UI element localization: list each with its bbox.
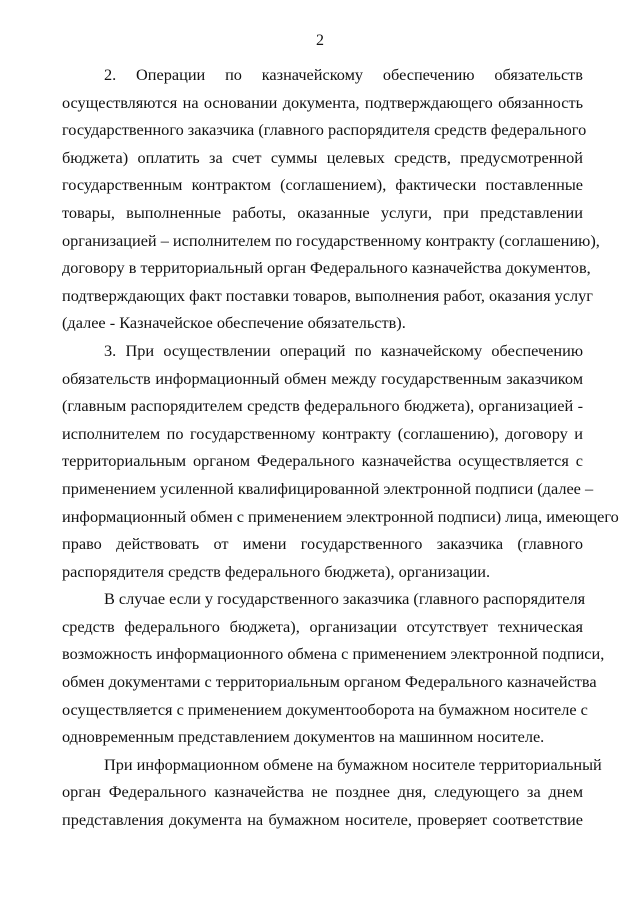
text-line: обязательств информационный обмен между государственным заказчиком: [62, 368, 583, 388]
text-line: исполнителем по государственному контракту (соглашению), договору и: [62, 423, 583, 443]
text-line: (далее - Казначейское обеспечение обязательств).: [62, 313, 406, 333]
text-line: В случае если у государственного заказчика (главного распорядителя: [104, 589, 586, 609]
text-line: договору в территориальный орган Федерального казначейства документов,: [62, 258, 591, 278]
text-line: товары, выполненные работы, оказанные услуги, при представлении: [62, 202, 583, 222]
page-number: 2: [316, 32, 324, 49]
text-line: представления документа на бумажном носителе, проверяет соответствие: [62, 810, 583, 830]
text-line: распорядителя средств федерального бюджета), организации.: [62, 561, 491, 581]
text-line: применением усиленной квалифицированной электронной подписи (далее –: [62, 478, 594, 498]
text-line: осуществляется с применением документооборота на бумажном носителе с: [62, 699, 588, 719]
text-line: организацией – исполнителем по государственному контракту (соглашению),: [62, 230, 600, 250]
text-line: средств федерального бюджета), организации отсутствует техническая: [62, 616, 583, 636]
paragraph: [62, 61, 600, 337]
text-line: 2. Операции по казначейскому обеспечению обязательств: [104, 65, 583, 84]
text-line: осуществляются на основании документа, подтверждающего обязанность: [62, 92, 583, 112]
text-line: (главным распорядителем средств федерального бюджета), организацией -: [62, 396, 583, 416]
paragraph: [62, 585, 605, 751]
document-body: [62, 61, 619, 834]
paragraph: [62, 337, 619, 585]
text-line: возможность информационного обмена с применением электронной подписи,: [62, 644, 605, 664]
text-line: территориальным органом Федерального казначейства осуществляется с: [62, 451, 583, 471]
paragraph: [62, 751, 602, 834]
text-line: орган Федерального казначейства не позднее дня, следующего за днем: [62, 782, 583, 802]
text-line: информационный обмен с применением электронной подписи) лица, имеющего: [62, 506, 619, 526]
text-line: государственного заказчика (главного распорядителя средств федерального: [62, 120, 587, 140]
text-line: обмен документами с территориальным органом Федерального казначейства: [62, 672, 597, 692]
text-line: право действовать от имени государственного заказчика (главного: [62, 534, 583, 554]
text-line: 3. При осуществлении операций по казначейскому обеспечению: [104, 340, 583, 360]
text-line: бюджета) оплатить за счет суммы целевых средств, предусмотренной: [62, 147, 583, 167]
text-line: одновременным представлением документов на машинном носителе.: [62, 727, 545, 747]
text-line: При информационном обмене на бумажном носителе территориальный: [104, 754, 602, 774]
text-line: государственным контрактом (соглашением), фактически поставленные: [62, 175, 583, 195]
text-line: подтверждающих факт поставки товаров, выполнения работ, оказания услуг: [62, 285, 593, 305]
